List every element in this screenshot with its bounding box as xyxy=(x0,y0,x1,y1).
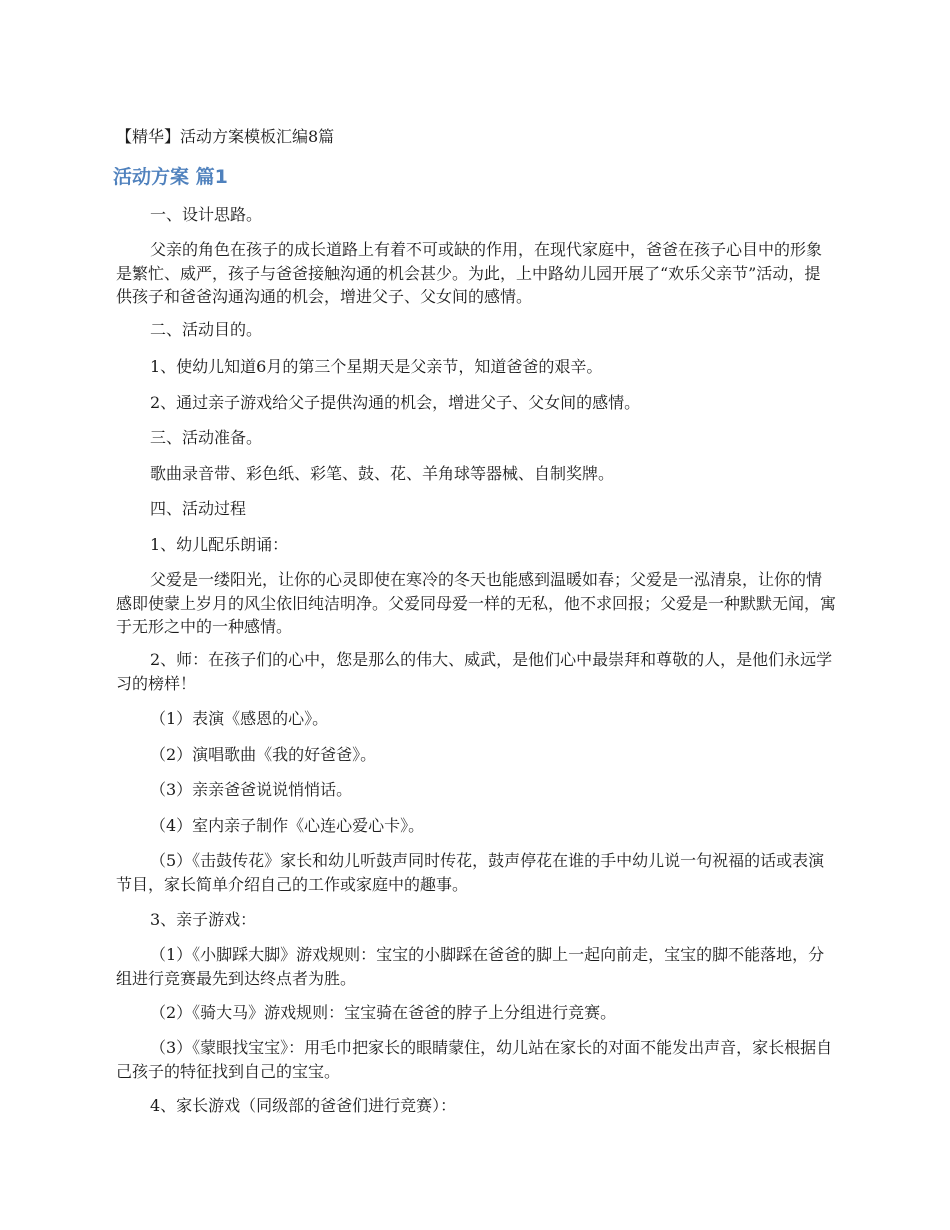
paragraph: （1）《小脚踩大脚》游戏规则：宝宝的小脚踩在爸爸的脚上一起向前走，宝宝的脚不能落地，分组进行竞赛最先到达终点者为胜。 xyxy=(116,945,825,988)
paragraph: （5）《击鼓传花》家长和幼儿听鼓声同时传花，鼓声停花在谁的手中幼儿说一句祝福的话或表演节目，家长简单介绍自己的工作或家庭中的趣事。 xyxy=(116,851,825,894)
paragraph: 父爱是一缕阳光，让你的心灵即使在寒冷的冬天也能感到温暖如春；父爱是一泓清泉，让你的情感即使蒙上岁月的风尘依旧纯洁明净。父爱同母爱一样的无私，他不求回报；父爱是一种默默无闻，寓于无形之中的一种感情。 xyxy=(116,570,837,636)
paragraph: （3）亲亲爸爸说说悄悄话。 xyxy=(150,780,353,799)
paragraph: 1、幼儿配乐朗诵： xyxy=(150,535,289,554)
paragraph: 4、家长游戏（同级部的爸爸们进行竞赛）： xyxy=(150,1096,457,1115)
paragraph: （3）《蒙眼找宝宝》：用毛巾把家长的眼睛蒙住，幼儿站在家长的对面不能发出声音，家长根据自己孩子的特征找到自己的宝宝。 xyxy=(116,1038,833,1081)
paragraph: 2、通过亲子游戏给父子提供沟通的机会，增进父子、父女间的感情。 xyxy=(150,393,641,412)
document-title: 【精华】活动方案模板汇编8篇 xyxy=(116,127,335,146)
paragraph: （2）演唱歌曲《我的好爸爸》。 xyxy=(150,745,377,764)
paragraph: 二、活动目的。 xyxy=(150,320,263,339)
paragraph: 四、活动过程 xyxy=(150,499,247,518)
paragraph: （2）《骑大马》游戏规则：宝宝骑在爸爸的脖子上分组进行竞赛。 xyxy=(150,1003,617,1022)
paragraph: 一、设计思路。 xyxy=(150,205,263,224)
paragraph: 3、亲子游戏： xyxy=(150,910,257,929)
paragraph: 父亲的角色在孩子的成长道路上有着不可或缺的作用，在现代家庭中，爸爸在孩子心目中的形象是繁忙、威严，孩子与爸爸接触沟通的机会甚少。为此，上中路幼儿园开展了“欢乐父亲节”活动，提供孩子和爸爸沟通沟通的机会，增进父子、父女间的感情。 xyxy=(116,240,823,306)
section-heading: 活动方案 篇1 xyxy=(113,166,228,188)
paragraph: 歌曲录音带、彩色纸、彩笔、鼓、花、羊角球等器械、自制奖牌。 xyxy=(150,464,615,483)
paragraph: （1）表演《感恩的心》。 xyxy=(150,709,329,728)
paragraph: （4）室内亲子制作《心连心爱心卡》。 xyxy=(150,816,425,835)
paragraph: 2、师：在孩子们的心中，您是那么的伟大、威武，是他们心中最崇拜和尊敬的人，是他们永远学习的榜样！ xyxy=(116,650,833,693)
paragraph: 三、活动准备。 xyxy=(150,428,263,447)
paragraph: 1、使幼儿知道6月的第三个星期天是父亲节，知道爸爸的艰辛。 xyxy=(150,357,603,376)
